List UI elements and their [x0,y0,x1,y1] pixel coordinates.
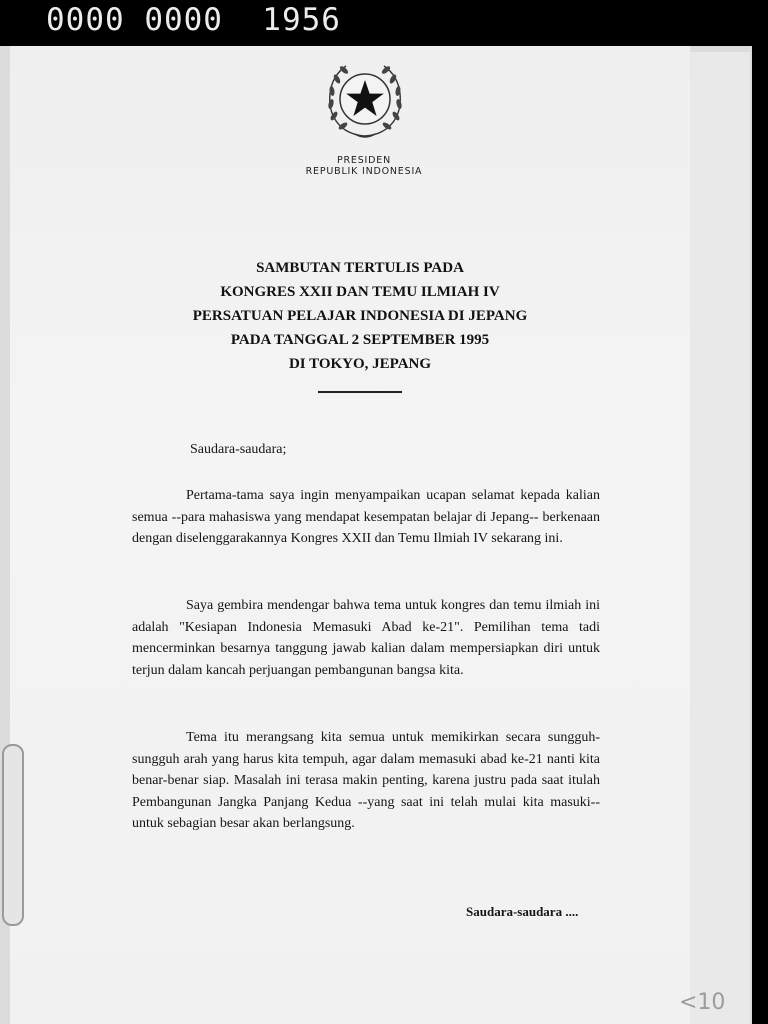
closing-line: Saudara-saudara .... [466,904,579,919]
page-mark: <10 [679,990,726,1015]
speech-title [160,256,560,376]
letterhead-line-1: PRESIDEN [337,155,391,166]
body-paragraph: Pertama-tama saya ingin menyampaikan ucapan selamat kepada kalian semua --para mahasiswa yang mendapat kesempatan belajar di Jepang-- berkenaan dengan diselenggarakannya Kongres XXII dan Temu Ilmiah IV sekarang ini. [132,488,600,546]
title-divider [318,391,402,393]
presidential-seal-icon [322,58,408,142]
title-line: SAMBUTAN TERTULIS PADA [256,260,464,276]
body-paragraph: Tema itu merangsang kita semua untuk memikirkan secara sungguh-sungguh arah yang harus kita tempuh, agar dalam memasuki abad ke-21 nanti kita benar-benar siap. Masalah ini terasa makin penting, karena justru pada saat itulah Pembangunan Jangka Panjang Kedua --yang saat ini telah mulai kita masuki-- untuk sebagian besar akan berlangsung. [132,730,600,831]
binder-clip [2,744,24,926]
film-strip-header [0,0,768,46]
title-line: KONGRES XXII DAN TEMU ILMIAH IV [220,284,500,300]
frame-number: 0000 0000 1956 [46,2,341,38]
title-line: PADA TANGGAL 2 SEPTEMBER 1995 [230,332,490,348]
title-line: DI TOKYO, JEPANG [288,356,432,372]
underlying-page-edge [686,52,750,1024]
letterhead-line-2: REPUBLIK INDONESIA [305,166,423,177]
salutation: Saudara-saudara; [190,442,287,457]
body-paragraph: Saya gembira mendengar bahwa tema untuk kongres dan temu ilmiah ini adalah "Kesiapan Indonesia Memasuki Abad ke-21". Pemilihan tema tadi mencerminkan besarnya tanggung jawab kalian dalam mempersiapkan diri untuk terjun dalam kancah perjuangan pembangunan bangsa kita. [132,598,600,678]
title-line: PERSATUAN PELAJAR INDONESIA DI JEPANG [192,308,528,324]
